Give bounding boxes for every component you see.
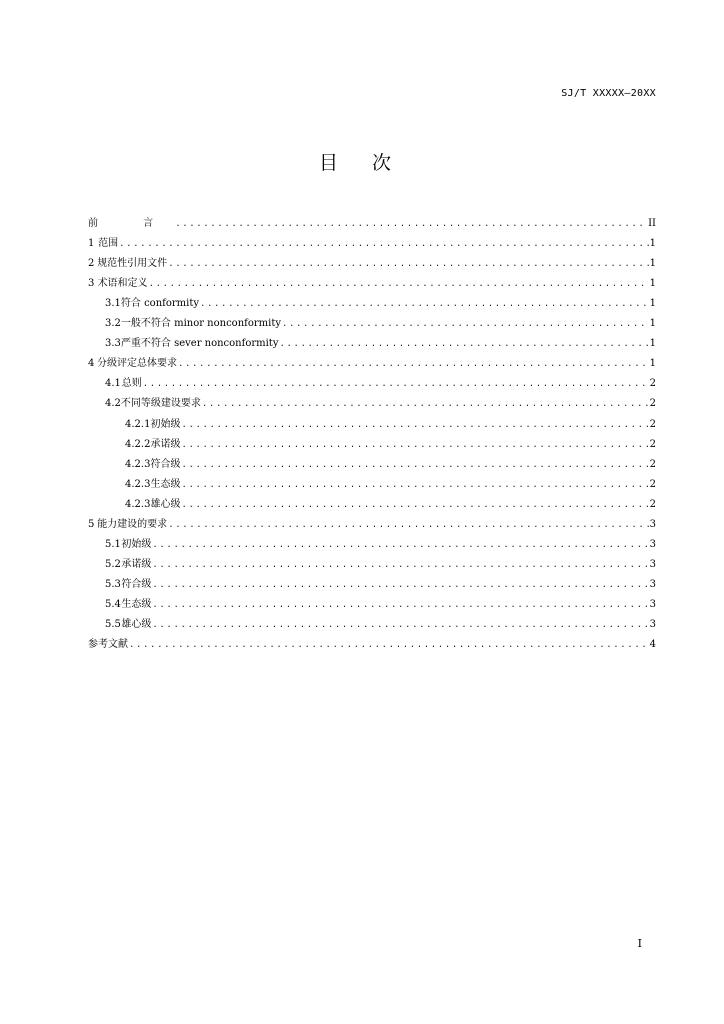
toc-entry[interactable] — [88, 310, 656, 330]
toc-entry[interactable] — [88, 330, 656, 350]
table-of-contents — [88, 210, 656, 651]
dot-leader — [202, 398, 649, 410]
toc-entry-label: 符合级 — [121, 578, 152, 590]
dot-leader — [119, 238, 649, 250]
toc-entry[interactable] — [88, 491, 656, 511]
dot-leader — [181, 419, 648, 431]
toc-entry-page: 3 — [649, 598, 656, 610]
toc-entry[interactable] — [88, 451, 656, 471]
toc-entry-page: 1 — [649, 258, 656, 270]
toc-entry-number: 3 — [88, 278, 95, 290]
toc-entry[interactable] — [88, 591, 656, 611]
toc-entry-page: 1 — [649, 318, 656, 330]
toc-entry-page: 2 — [649, 458, 656, 470]
toc-entry[interactable] — [88, 531, 656, 551]
toc-entry-label: 总则 — [121, 378, 142, 390]
toc-entry-number: 3.2 — [105, 318, 121, 330]
toc-entry-label: 雄心级 — [150, 498, 181, 510]
dot-leader — [279, 338, 648, 350]
toc-entry-number: 4.2.1 — [125, 418, 151, 430]
toc-entry-page: 2 — [649, 498, 656, 510]
toc-entry-label: 一般不符合 minor nonconformity — [120, 318, 281, 330]
toc-entry-label: 生态级 — [150, 478, 181, 490]
toc-entry-label: 能力建设的要求 — [97, 518, 168, 530]
toc-entry[interactable] — [88, 270, 656, 290]
dot-leader — [181, 459, 648, 471]
document-code: SJ/T XXXXX—20XX — [561, 88, 656, 99]
toc-entry-page: 3 — [649, 578, 656, 590]
dot-leader — [129, 639, 649, 651]
dot-leader — [168, 258, 648, 270]
toc-entry-page: 1 — [649, 298, 656, 310]
toc-entry-number: 5.4 — [105, 598, 121, 610]
toc-entry-label: 符合级 — [150, 458, 181, 470]
toc-entry-number: 4.2.3 — [125, 458, 151, 470]
toc-entry-number: 5.3 — [105, 578, 121, 590]
dot-leader — [143, 378, 649, 390]
toc-entry-page: 1 — [649, 358, 656, 370]
toc-entry-label: 参考文献 — [88, 639, 128, 651]
toc-entry[interactable] — [88, 611, 656, 631]
toc-entry-number: 4.2.2 — [125, 438, 151, 450]
toc-entry-label: 分级评定总体要求 — [97, 358, 177, 370]
dot-leader — [152, 539, 648, 551]
toc-entry[interactable] — [88, 571, 656, 591]
toc-entry[interactable] — [88, 290, 656, 310]
dot-leader — [178, 358, 649, 370]
page-title: 目 次 — [318, 152, 406, 174]
dot-leader — [181, 479, 648, 491]
toc-entry-number: 4.1 — [105, 378, 121, 390]
toc-entry[interactable] — [88, 551, 656, 571]
toc-entry-label: 规范性引用文件 — [97, 258, 168, 270]
toc-entry-number: 3.1 — [105, 298, 121, 310]
dot-leader — [200, 298, 649, 310]
dot-leader — [181, 499, 648, 511]
toc-entry-number: 5.1 — [105, 538, 121, 550]
toc-entry-number: 4 — [88, 358, 95, 370]
toc-entry-number: 4.2.3 — [125, 498, 151, 510]
toc-entry[interactable] — [88, 230, 656, 250]
toc-entry-page: 2 — [649, 398, 656, 410]
toc-entry[interactable] — [88, 210, 656, 230]
toc-entry-page: 1 — [649, 238, 656, 250]
page-number: I — [637, 937, 642, 950]
toc-entry-number: 1 — [88, 238, 95, 250]
toc-entry-page: 3 — [649, 618, 656, 630]
toc-entry-number: 5.2 — [105, 558, 121, 570]
toc-entry[interactable] — [88, 431, 656, 451]
toc-entry-label: 初始级 — [150, 418, 181, 430]
toc-entry-page: 3 — [649, 518, 656, 530]
toc-entry-label: 承诺级 — [150, 438, 181, 450]
toc-entry-number: 4.2 — [105, 398, 121, 410]
dot-leader — [168, 519, 648, 531]
toc-entry-page: 2 — [649, 478, 656, 490]
toc-entry-label: 雄心级 — [121, 618, 152, 630]
toc-entry[interactable] — [88, 250, 656, 270]
dot-leader — [152, 559, 648, 571]
toc-entry-label: 符合 conformity — [120, 298, 199, 310]
dot-leader — [152, 579, 648, 591]
toc-entry-label: 生态级 — [121, 598, 152, 610]
toc-entry-page: 4 — [649, 639, 656, 651]
toc-entry-label: 承诺级 — [121, 558, 152, 570]
toc-entry-number: 3.3 — [105, 338, 121, 350]
toc-entry-label: 前 言 — [88, 218, 175, 230]
toc-entry-page: 2 — [649, 418, 656, 430]
toc-entry-number: 5 — [88, 518, 95, 530]
toc-entry[interactable] — [88, 511, 656, 531]
toc-entry-label: 初始级 — [121, 538, 152, 550]
toc-entry-page: 1 — [649, 338, 656, 350]
dot-leader — [181, 439, 648, 451]
toc-entry-page: 2 — [649, 378, 656, 390]
toc-entry[interactable] — [88, 471, 656, 491]
dot-leader — [149, 278, 649, 290]
toc-entry-page: 3 — [649, 558, 656, 570]
toc-entry-page: 3 — [649, 538, 656, 550]
toc-entry[interactable] — [88, 370, 656, 390]
toc-entry-number: 5.5 — [105, 618, 121, 630]
toc-entry-label: 严重不符合 sever nonconformity — [120, 338, 279, 350]
toc-entry-page: 2 — [649, 438, 656, 450]
dot-leader — [282, 318, 649, 330]
dot-leader — [152, 599, 648, 611]
toc-entry-number: 2 — [88, 258, 95, 270]
toc-entry-label: 范围 — [98, 238, 119, 250]
dot-leader — [175, 218, 647, 230]
toc-entry[interactable] — [88, 410, 656, 430]
toc-entry-page: II — [648, 218, 656, 230]
dot-leader — [152, 619, 648, 631]
toc-entry-number: 4.2.3 — [125, 478, 151, 490]
toc-entry[interactable] — [88, 390, 656, 410]
toc-entry-label: 不同等级建设要求 — [120, 398, 201, 410]
toc-entry-label: 术语和定义 — [97, 278, 148, 290]
toc-entry[interactable] — [88, 631, 656, 651]
toc-entry-page: 1 — [649, 278, 656, 290]
toc-entry[interactable] — [88, 350, 656, 370]
